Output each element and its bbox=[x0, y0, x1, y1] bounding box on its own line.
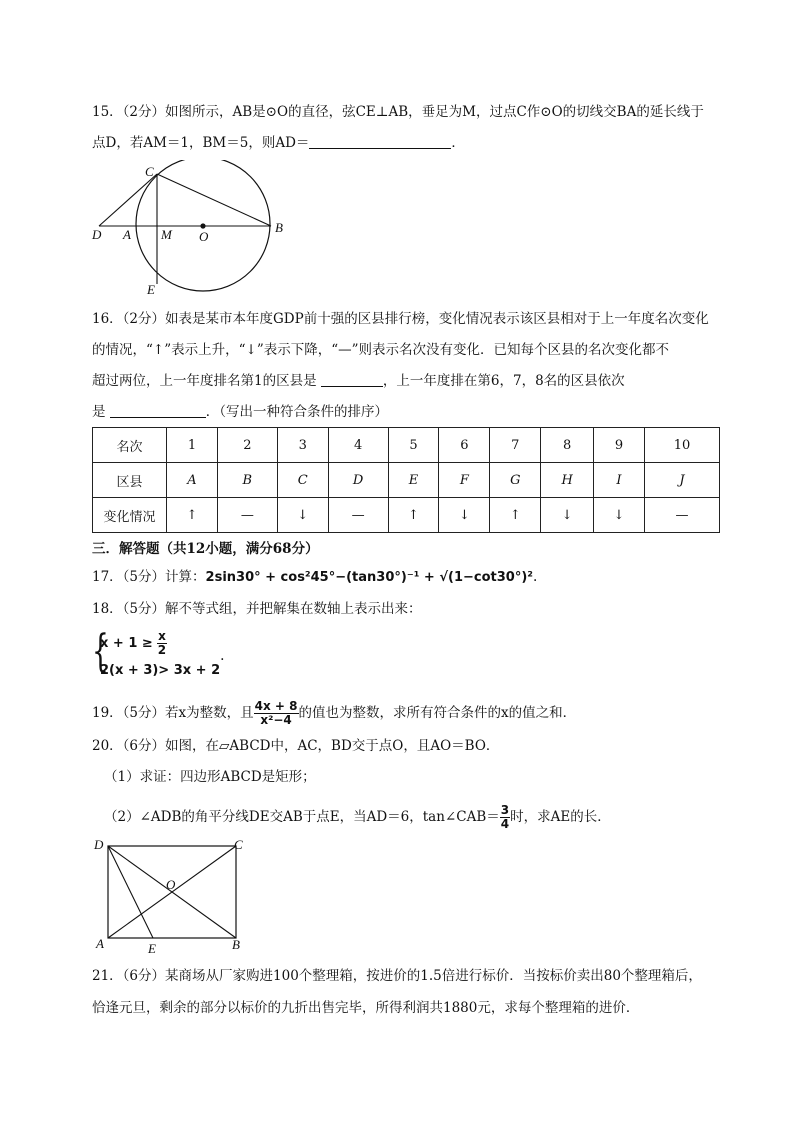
table-cell: C bbox=[277, 463, 328, 498]
q15-center-dot bbox=[200, 223, 205, 228]
q15-line-CB bbox=[157, 174, 271, 226]
q15-answer-blank bbox=[309, 135, 451, 149]
q19-line bbox=[92, 700, 576, 727]
q20-figure bbox=[90, 835, 260, 960]
table-cell: ↑ bbox=[167, 498, 218, 533]
q16-line3-pre: 超过两位，上一年度排名第1的区县是 bbox=[92, 373, 317, 389]
table-cell: 10 bbox=[644, 428, 719, 463]
table-cell: 6 bbox=[439, 428, 490, 463]
table-cell: — bbox=[217, 498, 277, 533]
q16-line4-pre: 是 bbox=[92, 404, 106, 420]
q20-frac-num: 3 bbox=[500, 803, 510, 817]
q19-fraction bbox=[254, 700, 299, 727]
table-cell: ↑ bbox=[388, 498, 439, 533]
q16-line4-post: ．（写出一种符合条件的排序） bbox=[205, 404, 389, 420]
q20-line1: 20．（6分）如图，在▱ABCD中，AC，BD交于点O，且AO＝BO． bbox=[92, 738, 500, 754]
q17-post: . bbox=[532, 569, 538, 585]
table-cell: 7 bbox=[490, 428, 541, 463]
q15-label-A: A bbox=[123, 227, 131, 242]
table-cell: D bbox=[328, 463, 388, 498]
q20-part2-pre: （2）∠ADB的角平分线DE交AB于点E，当AD＝6，tan∠CAB＝ bbox=[104, 809, 500, 825]
q20-frac-den: 4 bbox=[500, 817, 510, 831]
q18-frac-den: 2 bbox=[157, 643, 167, 657]
table-header-district: 区县 bbox=[93, 463, 167, 498]
q16-line3 bbox=[92, 372, 625, 390]
q17-pre: 17．（5分）计算： bbox=[92, 569, 206, 585]
q16-ranking-table bbox=[92, 427, 720, 533]
q21-line2: 恰逢元旦，剩余的部分以标价的九折出售完毕，所得利润共1880元，求每个整理箱的进价． bbox=[92, 1000, 640, 1016]
q19-frac-den: x²−4 bbox=[260, 713, 292, 727]
q18-fraction bbox=[157, 630, 167, 657]
table-cell: ↓ bbox=[277, 498, 328, 533]
table-cell: 1 bbox=[167, 428, 218, 463]
q21-line1: 21．（6分）某商场从厂家购进100个整理箱，按进价的1.5倍进行标价．当按标价卖出80个整理箱后， bbox=[92, 968, 702, 984]
table-cell: G bbox=[490, 463, 541, 498]
q16-answer-blank-1 bbox=[321, 373, 383, 387]
table-row-rank bbox=[93, 428, 720, 463]
q20-part2-post: 时，求AE的长． bbox=[510, 809, 611, 825]
table-cell: — bbox=[644, 498, 719, 533]
q20-part2 bbox=[104, 804, 611, 831]
q19-pre: 19．（5分）若x为整数，且 bbox=[92, 705, 254, 721]
q15-tangent-DC bbox=[99, 174, 157, 226]
table-cell: B bbox=[217, 463, 277, 498]
table-row-district bbox=[93, 463, 720, 498]
q15-label-B: B bbox=[275, 220, 283, 235]
q18-system bbox=[92, 626, 292, 682]
q16-answer-blank-2 bbox=[110, 404, 206, 418]
q20-part1: （1）求证：四边形ABCD是矩形； bbox=[104, 769, 316, 785]
q20-label-D: D bbox=[94, 837, 104, 852]
q20-fraction bbox=[500, 804, 510, 831]
table-cell: ↑ bbox=[490, 498, 541, 533]
q15-line2 bbox=[92, 134, 465, 152]
q15-line2-post: ． bbox=[451, 135, 465, 151]
section-3-heading: 三．解答题（共12小题，满分68分） bbox=[92, 541, 319, 557]
table-cell: A bbox=[167, 463, 218, 498]
q18-brace: { bbox=[92, 626, 109, 677]
q16-line2: 的情况，“↑”表示上升，“↓”表示下降，“—”则表示名次没有变化．已知每个区县的名次变化都不 bbox=[92, 342, 670, 358]
q17-line bbox=[92, 568, 537, 587]
q15-label-D: D bbox=[92, 227, 102, 242]
q16-line3-post: ，上一年度排在第6，7，8名的区县依次 bbox=[382, 373, 625, 389]
table-row-change bbox=[93, 498, 720, 533]
q15-label-C: C bbox=[145, 164, 154, 179]
table-cell: ↓ bbox=[594, 498, 645, 533]
table-cell: ↓ bbox=[541, 498, 594, 533]
table-cell: 3 bbox=[277, 428, 328, 463]
table-header-change: 变化情况 bbox=[93, 498, 167, 533]
q17-expression: 2sin30° + cos²45°−(tan30°)⁻¹ + √(1−cot30°)² bbox=[205, 570, 533, 585]
q18-ineq2: 2(x + 3)> 3x + 2 bbox=[100, 663, 221, 678]
table-cell: — bbox=[328, 498, 388, 533]
table-cell: 5 bbox=[388, 428, 439, 463]
q20-label-E: E bbox=[148, 941, 156, 956]
q15-figure bbox=[85, 160, 295, 300]
q15-line2-pre: 点D，若AM＝1，BM＝5，则AD＝ bbox=[92, 135, 310, 151]
q15-label-M: M bbox=[161, 227, 172, 242]
q15-label-E: E bbox=[147, 282, 155, 297]
q20-bisector-DE bbox=[108, 846, 153, 938]
table-cell: ↓ bbox=[439, 498, 490, 533]
table-cell: I bbox=[594, 463, 645, 498]
table-cell: 2 bbox=[217, 428, 277, 463]
q15-label-O: O bbox=[199, 229, 209, 244]
q20-label-C: C bbox=[234, 837, 243, 852]
table-cell: 9 bbox=[594, 428, 645, 463]
table-cell: 8 bbox=[541, 428, 594, 463]
q16-line1: 16．（2分）如表是某市本年度GDP前十强的区县排行榜，变化情况表示该区县相对于上一年度名次变化 bbox=[92, 311, 709, 327]
q20-label-B: B bbox=[232, 937, 240, 952]
table-cell: 4 bbox=[328, 428, 388, 463]
q18-end: . bbox=[220, 648, 225, 664]
q20-label-A: A bbox=[96, 936, 104, 951]
q18-inequality-1 bbox=[100, 630, 167, 657]
table-cell: J bbox=[644, 463, 719, 498]
q16-line4 bbox=[92, 403, 388, 421]
table-cell: F bbox=[439, 463, 490, 498]
q20-label-O: O bbox=[166, 877, 176, 892]
q19-frac-num: 4x + 8 bbox=[254, 699, 298, 713]
q15-line1: 15．（2分）如图所示，AB是⊙O的直径，弦CE⊥AB，垂足为M，过点C作⊙O的切线交BA的延长线于 bbox=[92, 104, 704, 120]
q18-text: 18．（5分）解不等式组，并把解集在数轴上表示出来： bbox=[92, 601, 422, 617]
q18-frac-num: x bbox=[158, 629, 166, 643]
table-cell: H bbox=[541, 463, 594, 498]
q18-ineq1-left: x + 1 ≥ bbox=[100, 636, 153, 651]
q18-inequality-2 bbox=[100, 648, 225, 678]
table-cell: E bbox=[388, 463, 439, 498]
table-header-rank: 名次 bbox=[93, 428, 167, 463]
q19-post: 的值也为整数，求所有符合条件的x的值之和． bbox=[298, 705, 577, 721]
